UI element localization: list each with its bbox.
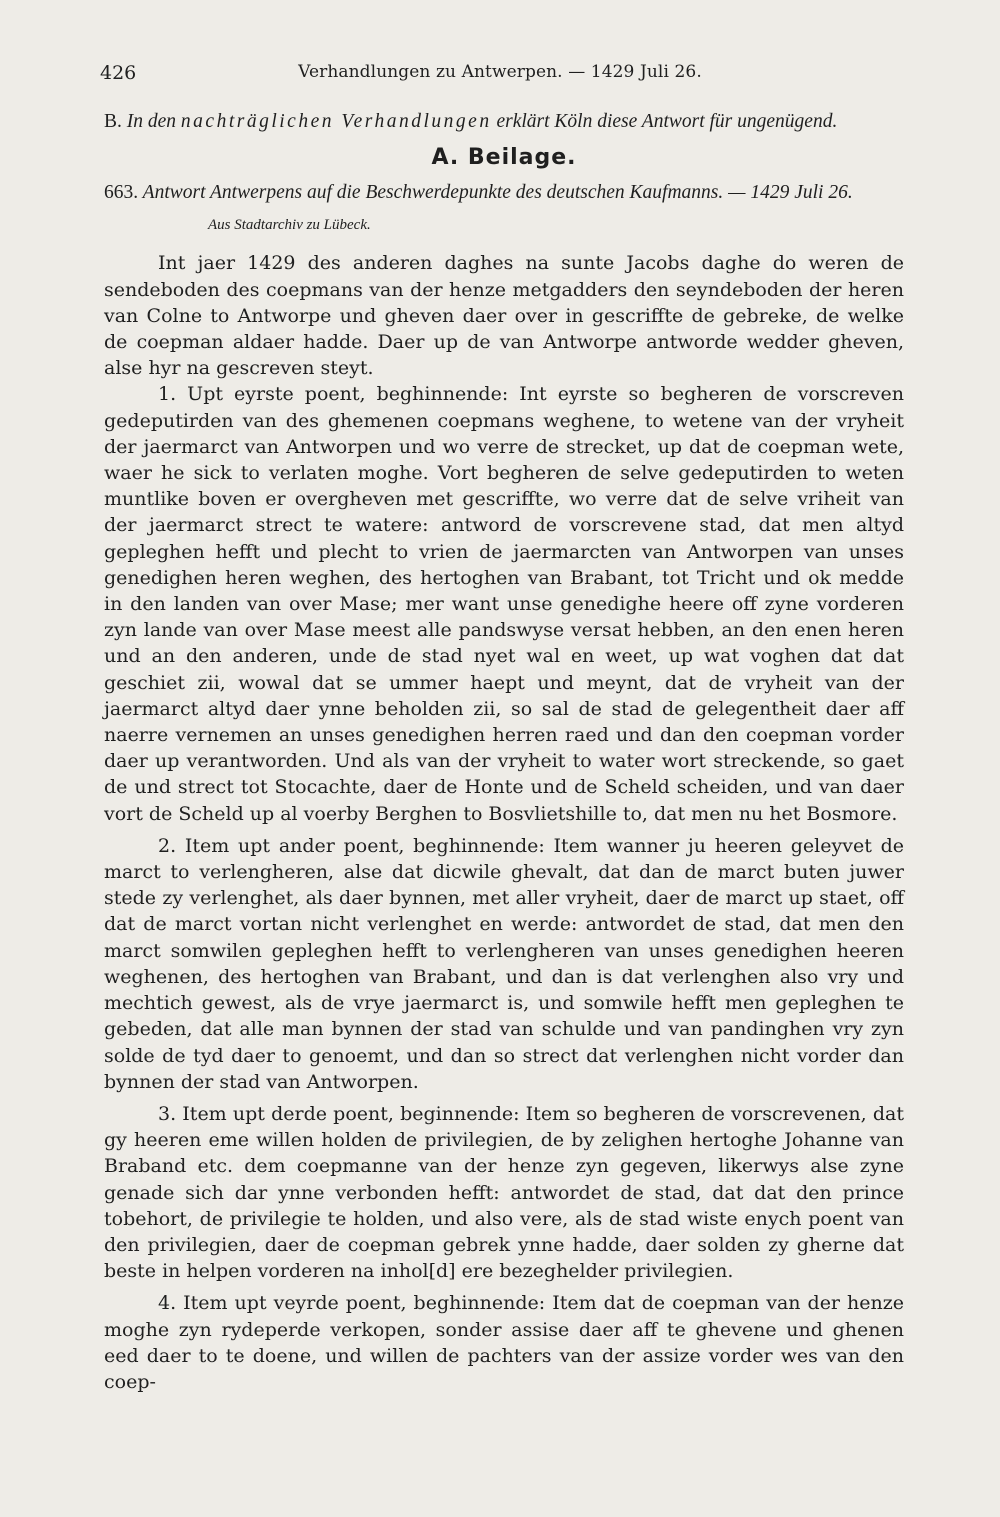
intro-text-a: In den <box>126 111 177 132</box>
page-number: 426 <box>100 62 137 84</box>
document-title <box>104 179 904 206</box>
page-header <box>100 62 900 90</box>
page-body <box>104 108 904 1395</box>
running-head: Verhandlungen zu Antwerpen. — 1429 Juli 26. <box>298 62 702 82</box>
paragraph-point-1: 1. Upt eyrste poent, beghinnende: Int eyrste so begheren de vorscreven gedeputirden van des ghemenen coepmans weghene, to wetene van der vryheit der jaermarct van Antworpen und wo verre de strecket, up dat de coepman wete, waer he sick to verlaten moghe. Vort begheren de selve gedeputirden to weten muntlike boven er overgheven met gescriffte, wo verre dat de selve vriheit van der jaermarct strect te watere: antword de vorscrevene stad, dat men altyd gepleghen hefft und plecht to vrien de jaermarcten van Antworpen van unses genedighen heren weghen, des hertoghen van Brabant, tot Tricht und ok medde in den landen van over Mase; mer want unse genedighe heere off zyne vorderen zyn lande van over Mase meest alle pandswyse versat hebben, an den enen heren und an den anderen, unde de stad nyet wal en weet, up wat voghen dat dat geschiet zii, wowal dat se ummer haept und meynt, dat de vryheit van der jaermarct altyd daer ynne beholden zii, so sal de stad de gelegentheit daer aff naerre vernemen an unses genedighen herren raed und dan den coepman vorder daer up verantworden. Und als van der vryheit to water wort streckende, so gaet de und strect tot Stocachte, daer de Honte und de Scheld scheiden, und van daer vort de Scheld up al voerby Berghen to Bosvlietshille to, dat men nu het Bosmore. <box>104 383 904 825</box>
intro-text-spaced: nachträglichen Verhandlungen <box>180 111 492 132</box>
document-title-text: Antwort Antwerpens auf die Beschwerdepunkte des deutschen Kaufmanns. — 1429 Juli 26. <box>142 182 853 204</box>
beilage-heading: A. Beilage. <box>431 145 577 170</box>
paragraph-point-2: 2. Item upt ander poent, beghinnende: Item wanner ju heeren geleyvet de marct to verlengheren, alse dat dicwile ghevalt, dat dan de marct buten juwer stede zy verlenghet, als daer bynnen, met aller vryheit, daer de marct up staet, off dat de marct vortan nicht verlenghet en werde: antwordet de stad, dat men den marct somwilen gepleghen hefft to verlengheren van unses genedighen heeren weghenen, des hertoghen van Brabant, und dan is dat verlenghen also vry und mechtich gewest, als de vrye jaermarct is, und somwile hefft men gepleghen te gebeden, dat alle man bynnen der stad van schulde und van pandinghen vry zyn solde de tyd daer to genoemt, und dan so strect dat verlenghen nicht vorder dan bynnen der stad van Antworpen. <box>104 834 904 1093</box>
paragraph-preamble: Int jaer 1429 des anderen daghes na sunte Jacobs daghe do weren de sendeboden des coepmans van der henze metgadders den seyndeboden der heren van Colne to Antworpe und gheven daer over in gescriffte de gebreke, de welke de coepman aldaer hadde. Daer up de van Antworpe antworde wedder gheven, alse hyr na gescreven steyt. <box>104 252 904 380</box>
paragraph-point-3: 3. Item upt derde poent, beginnende: Item so begheren de vorscrevenen, dat gy heeren eme willen holden de privilegien, de by zelighen hertoghe Johanne van Braband etc. dem coepmanne van der henze zyn gegeven, likerwys alse zyne genade sich dar ynne verbonden hefft: antwordet de stad, dat dat den prince tobehort, de privilegie te holden, und also vere, als de stad wiste enych poent van den privilegien, daer de coepman gebrek ynne hadde, daer solden zy gherne dat beste in helpen vorderen na inhol[d] ere bezeghelder privilegien. <box>104 1102 904 1283</box>
section-intro <box>104 108 904 135</box>
document-number: 663. <box>104 182 139 204</box>
intro-text-b: erklärt Köln diese Antwort für ungenügend. <box>496 111 838 132</box>
document-source: Aus Stadtarchiv zu Lübeck. <box>208 217 371 234</box>
paragraph-point-4: 4. Item upt veyrde poent, beghinnende: Item dat de coepman van der henze moghe zyn rydeperde verkopen, sonder assise daer aff te ghevene und ghenen eed daer to te doene, und willen de pachters van der assize vorder wes van den coep- <box>104 1292 904 1393</box>
section-letter: B. <box>104 111 122 132</box>
